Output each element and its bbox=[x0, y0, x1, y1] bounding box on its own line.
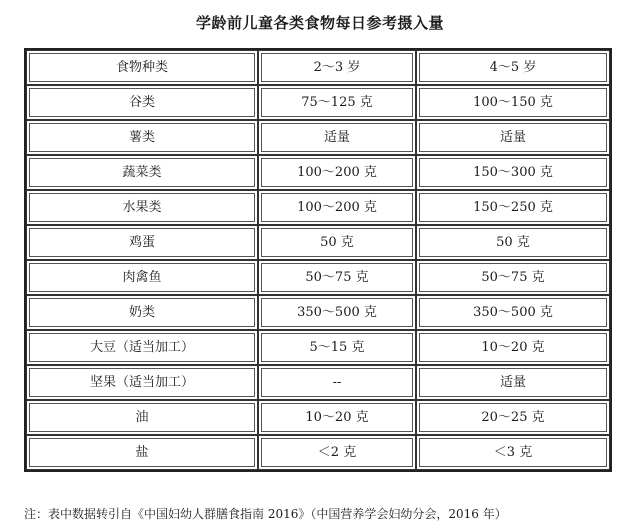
food-name-cell: 盐 bbox=[26, 435, 258, 470]
table-row bbox=[26, 120, 610, 155]
food-name-cell: 水果类 bbox=[26, 190, 258, 225]
intake-table bbox=[24, 48, 612, 472]
source-note: 注：表中数据转引自《中国妇幼人群膳食指南 2016》（中国营养学会妇幼分会，2016 年） bbox=[24, 507, 507, 521]
food-name-cell: 大豆（适当加工） bbox=[26, 330, 258, 365]
amount-4-5-cell: 350～500 克 bbox=[416, 295, 610, 330]
table-body bbox=[26, 50, 610, 470]
table-row bbox=[26, 400, 610, 435]
header-age-4-5: 4～5 岁 bbox=[416, 50, 610, 85]
amount-2-3-cell: 5～15 克 bbox=[258, 330, 416, 365]
amount-2-3-cell: 100～200 克 bbox=[258, 155, 416, 190]
table-row bbox=[26, 225, 610, 260]
food-name-cell: 奶类 bbox=[26, 295, 258, 330]
amount-4-5-cell: ＜3 克 bbox=[416, 435, 610, 470]
amount-2-3-cell: 适量 bbox=[258, 120, 416, 155]
amount-2-3-cell: 75～125 克 bbox=[258, 85, 416, 120]
food-name-cell: 坚果（适当加工） bbox=[26, 365, 258, 400]
amount-4-5-cell: 150～300 克 bbox=[416, 155, 610, 190]
table-row bbox=[26, 85, 610, 120]
table-row bbox=[26, 365, 610, 400]
table-title: 学龄前儿童各类食物每日参考摄入量 bbox=[195, 14, 444, 32]
table-header-row bbox=[26, 50, 610, 85]
amount-4-5-cell: 20～25 克 bbox=[416, 400, 610, 435]
amount-4-5-cell: 100～150 克 bbox=[416, 85, 610, 120]
amount-4-5-cell: 适量 bbox=[416, 120, 610, 155]
food-name-cell: 谷类 bbox=[26, 85, 258, 120]
header-age-2-3: 2～3 岁 bbox=[258, 50, 416, 85]
table-row bbox=[26, 295, 610, 330]
table-row bbox=[26, 260, 610, 295]
amount-2-3-cell: 10～20 克 bbox=[258, 400, 416, 435]
table-row bbox=[26, 155, 610, 190]
food-name-cell: 肉禽鱼 bbox=[26, 260, 258, 295]
amount-2-3-cell: ＜2 克 bbox=[258, 435, 416, 470]
amount-2-3-cell: 50～75 克 bbox=[258, 260, 416, 295]
amount-4-5-cell: 50 克 bbox=[416, 225, 610, 260]
amount-2-3-cell: 350～500 克 bbox=[258, 295, 416, 330]
amount-4-5-cell: 适量 bbox=[416, 365, 610, 400]
food-name-cell: 鸡蛋 bbox=[26, 225, 258, 260]
amount-4-5-cell: 10～20 克 bbox=[416, 330, 610, 365]
food-name-cell: 薯类 bbox=[26, 120, 258, 155]
amount-2-3-cell: 50 克 bbox=[258, 225, 416, 260]
table-row bbox=[26, 435, 610, 470]
food-name-cell: 油 bbox=[26, 400, 258, 435]
amount-2-3-cell: 100～200 克 bbox=[258, 190, 416, 225]
food-name-cell: 蔬菜类 bbox=[26, 155, 258, 190]
header-food-type: 食物种类 bbox=[26, 50, 258, 85]
amount-4-5-cell: 50～75 克 bbox=[416, 260, 610, 295]
table-row bbox=[26, 190, 610, 225]
table-row bbox=[26, 330, 610, 365]
amount-2-3-cell: -- bbox=[258, 365, 416, 400]
amount-4-5-cell: 150～250 克 bbox=[416, 190, 610, 225]
